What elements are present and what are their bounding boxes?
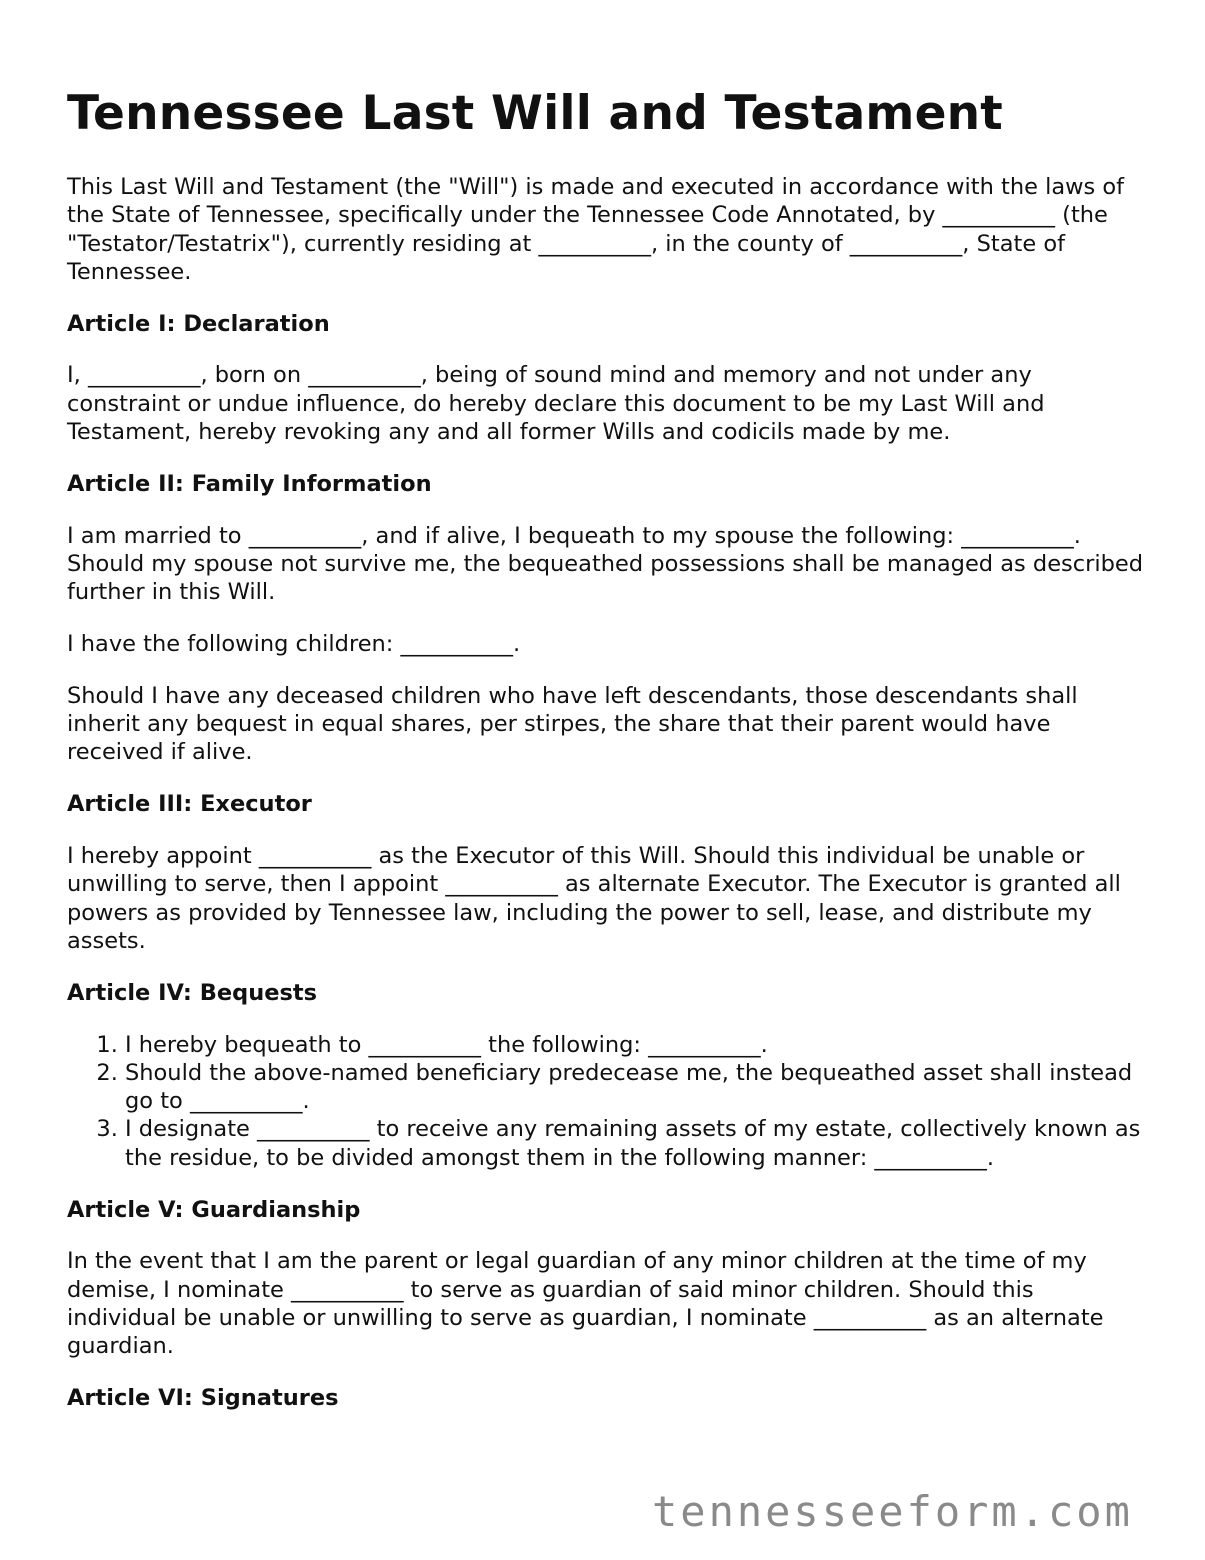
article-heading: Article V: Guardianship — [67, 1196, 361, 1223]
list-item: 1. I hereby bequeath to __________ the following: __________. — [125, 1031, 1147, 1059]
article-paragraph: I, __________, born on __________, being of sound mind and memory and not under any constraint or undue influence, do hereby declare this document to be my Last Will and Testament, hereby revoking any and all former Wills and codicils made by me. — [67, 362, 1045, 446]
article-bequests — [67, 979, 1147, 1172]
article-executor — [67, 790, 1147, 955]
list-item: 2. Should the above-named beneficiary predecease me, the bequeathed asset shall instead go to __________. — [125, 1059, 1147, 1116]
article-signatures — [67, 1384, 1147, 1412]
article-paragraph: Should I have any deceased children who have left descendants, those descendants shall inherit any bequest in equal shares, per stirpes, the share that their parent would have received if alive. — [67, 682, 1078, 766]
article-heading: Article IV: Bequests — [67, 979, 318, 1006]
article-heading: Article II: Family Information — [67, 470, 432, 497]
article-paragraph: I have the following children: __________. — [67, 631, 521, 658]
document-page — [67, 84, 1147, 1436]
intro-paragraph: This Last Will and Testament (the "Will") is made and executed in accordance with the laws of the State of Tennessee, specifically under the Tennessee Code Annotated, by __________ (the "Testator/Testatrix"), currently residing at __________, in the county of __________, State of Tennessee. — [67, 174, 1125, 285]
watermark: tennesseeform.com — [652, 1487, 1133, 1536]
list-item: 3. I designate __________ to receive any remaining assets of my estate, collectively known as the residue, to be divided amongst them in the following manner: __________. — [125, 1115, 1147, 1172]
article-heading: Article I: Declaration — [67, 310, 330, 337]
bequests-list — [67, 1031, 1147, 1172]
document-title: Tennessee Last Will and Testament — [67, 86, 1003, 141]
article-paragraph: I hereby appoint __________ as the Executor of this Will. Should this individual be unable or unwilling to serve, then I appoint __________ as alternate Executor. The Executor is granted all powers as provided by Tennessee law, including the power to sell, lease, and distribute my assets. — [67, 843, 1121, 954]
article-paragraph: In the event that I am the parent or legal guardian of any minor children at the time of my demise, I nominate __________ to serve as guardian of said minor children. Should this individual be unable or unwilling to serve as guardian, I nominate __________ as an alternate guardian. — [67, 1248, 1104, 1360]
article-heading: Article VI: Signatures — [67, 1385, 339, 1411]
article-declaration — [67, 310, 1147, 447]
article-family-information — [67, 470, 1147, 767]
article-guardianship — [67, 1196, 1147, 1361]
article-paragraph: I am married to __________, and if alive, I bequeath to my spouse the following: __________. Should my spouse not survive me, the bequeathed possessions shall be managed as described further in this Will. — [67, 522, 1144, 606]
article-heading: Article III: Executor — [67, 791, 312, 818]
